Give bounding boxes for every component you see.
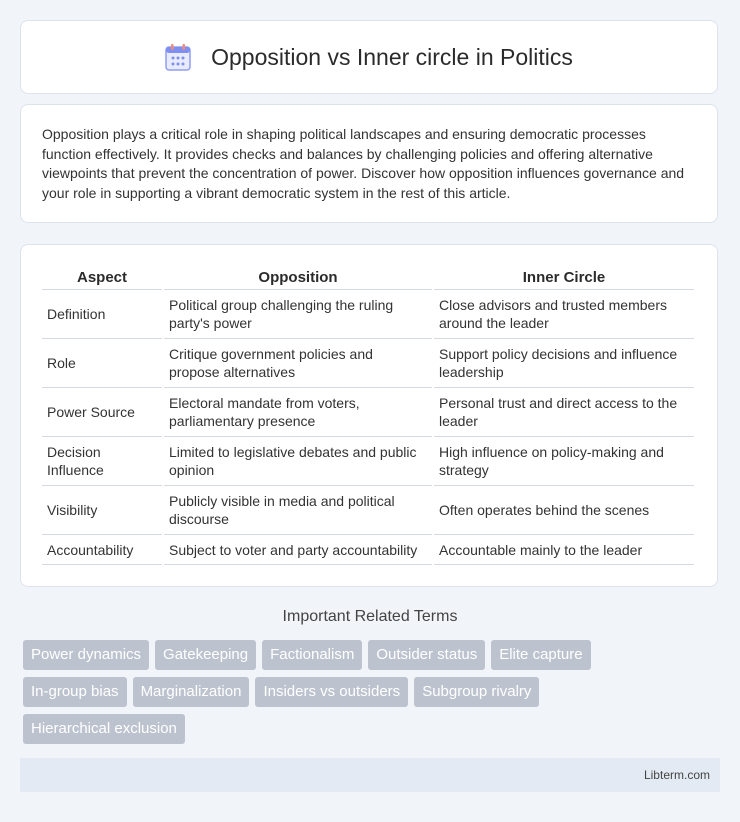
related-term-tag[interactable]: Outsider status: [368, 640, 485, 670]
cell-aspect: Decision Influence: [42, 437, 162, 486]
related-terms-list: [23, 640, 663, 744]
comparison-table-card: [20, 244, 718, 587]
related-term-tag[interactable]: Factionalism: [262, 640, 362, 670]
related-term-tag[interactable]: In-group bias: [23, 677, 127, 707]
related-term-tag[interactable]: Power dynamics: [23, 640, 149, 670]
cell-aspect: Role: [42, 339, 162, 388]
footer: [20, 758, 720, 792]
cell-opposition: Subject to voter and party accountability: [164, 535, 432, 565]
table-row: [42, 486, 694, 535]
cell-inner-circle: Personal trust and direct access to the leader: [434, 388, 694, 437]
cell-inner-circle: Support policy decisions and influence leadership: [434, 339, 694, 388]
related-term-tag[interactable]: Elite capture: [491, 640, 590, 670]
cell-aspect: Power Source: [42, 388, 162, 437]
cell-aspect: Visibility: [42, 486, 162, 535]
table-row: [42, 388, 694, 437]
cell-inner-circle: Close advisors and trusted members around the leader: [434, 290, 694, 339]
intro-card: [20, 104, 718, 223]
header-aspect: Aspect: [42, 265, 162, 290]
cell-inner-circle: Often operates behind the scenes: [434, 486, 694, 535]
related-term-tag[interactable]: Hierarchical exclusion: [23, 714, 185, 744]
table-row: [42, 339, 694, 388]
intro-text: Opposition plays a critical role in shaping political landscapes and ensuring democratic processes function effectively. It provides checks and balances by challenging policies and offering alternative viewpoints that prevent the concentration of power. Discover how opposition influences governance and your role in supporting a vibrant democratic system in the rest of this article.: [42, 126, 685, 201]
cell-opposition: Limited to legislative debates and public opinion: [164, 437, 432, 486]
cell-inner-circle: High influence on policy-making and strategy: [434, 437, 694, 486]
related-term-tag[interactable]: Subgroup rivalry: [414, 677, 539, 707]
table-row: [42, 290, 694, 339]
table-header-row: [42, 265, 694, 290]
title-card: [20, 20, 718, 94]
cell-inner-circle: Accountable mainly to the leader: [434, 535, 694, 565]
calendar-icon: [165, 43, 191, 71]
table-row: [42, 535, 694, 565]
table-row: [42, 437, 694, 486]
related-term-tag[interactable]: Gatekeeping: [155, 640, 256, 670]
header-inner-circle: Inner Circle: [434, 265, 694, 290]
related-term-tag[interactable]: Marginalization: [133, 677, 250, 707]
header-opposition: Opposition: [164, 265, 432, 290]
page-title: Opposition vs Inner circle in Politics: [211, 43, 573, 70]
cell-opposition: Critique government policies and propose alternatives: [164, 339, 432, 388]
footer-brand-link[interactable]: Libterm.com: [643, 768, 710, 782]
cell-opposition: Electoral mandate from voters, parliamentary presence: [164, 388, 432, 437]
cell-aspect: Accountability: [42, 535, 162, 565]
comparison-table: [40, 265, 696, 565]
cell-opposition: Political group challenging the ruling party's power: [164, 290, 432, 339]
related-term-tag[interactable]: Insiders vs outsiders: [255, 677, 408, 707]
cell-opposition: Publicly visible in media and political discourse: [164, 486, 432, 535]
cell-aspect: Definition: [42, 290, 162, 339]
related-terms-title: Important Related Terms: [282, 608, 458, 625]
